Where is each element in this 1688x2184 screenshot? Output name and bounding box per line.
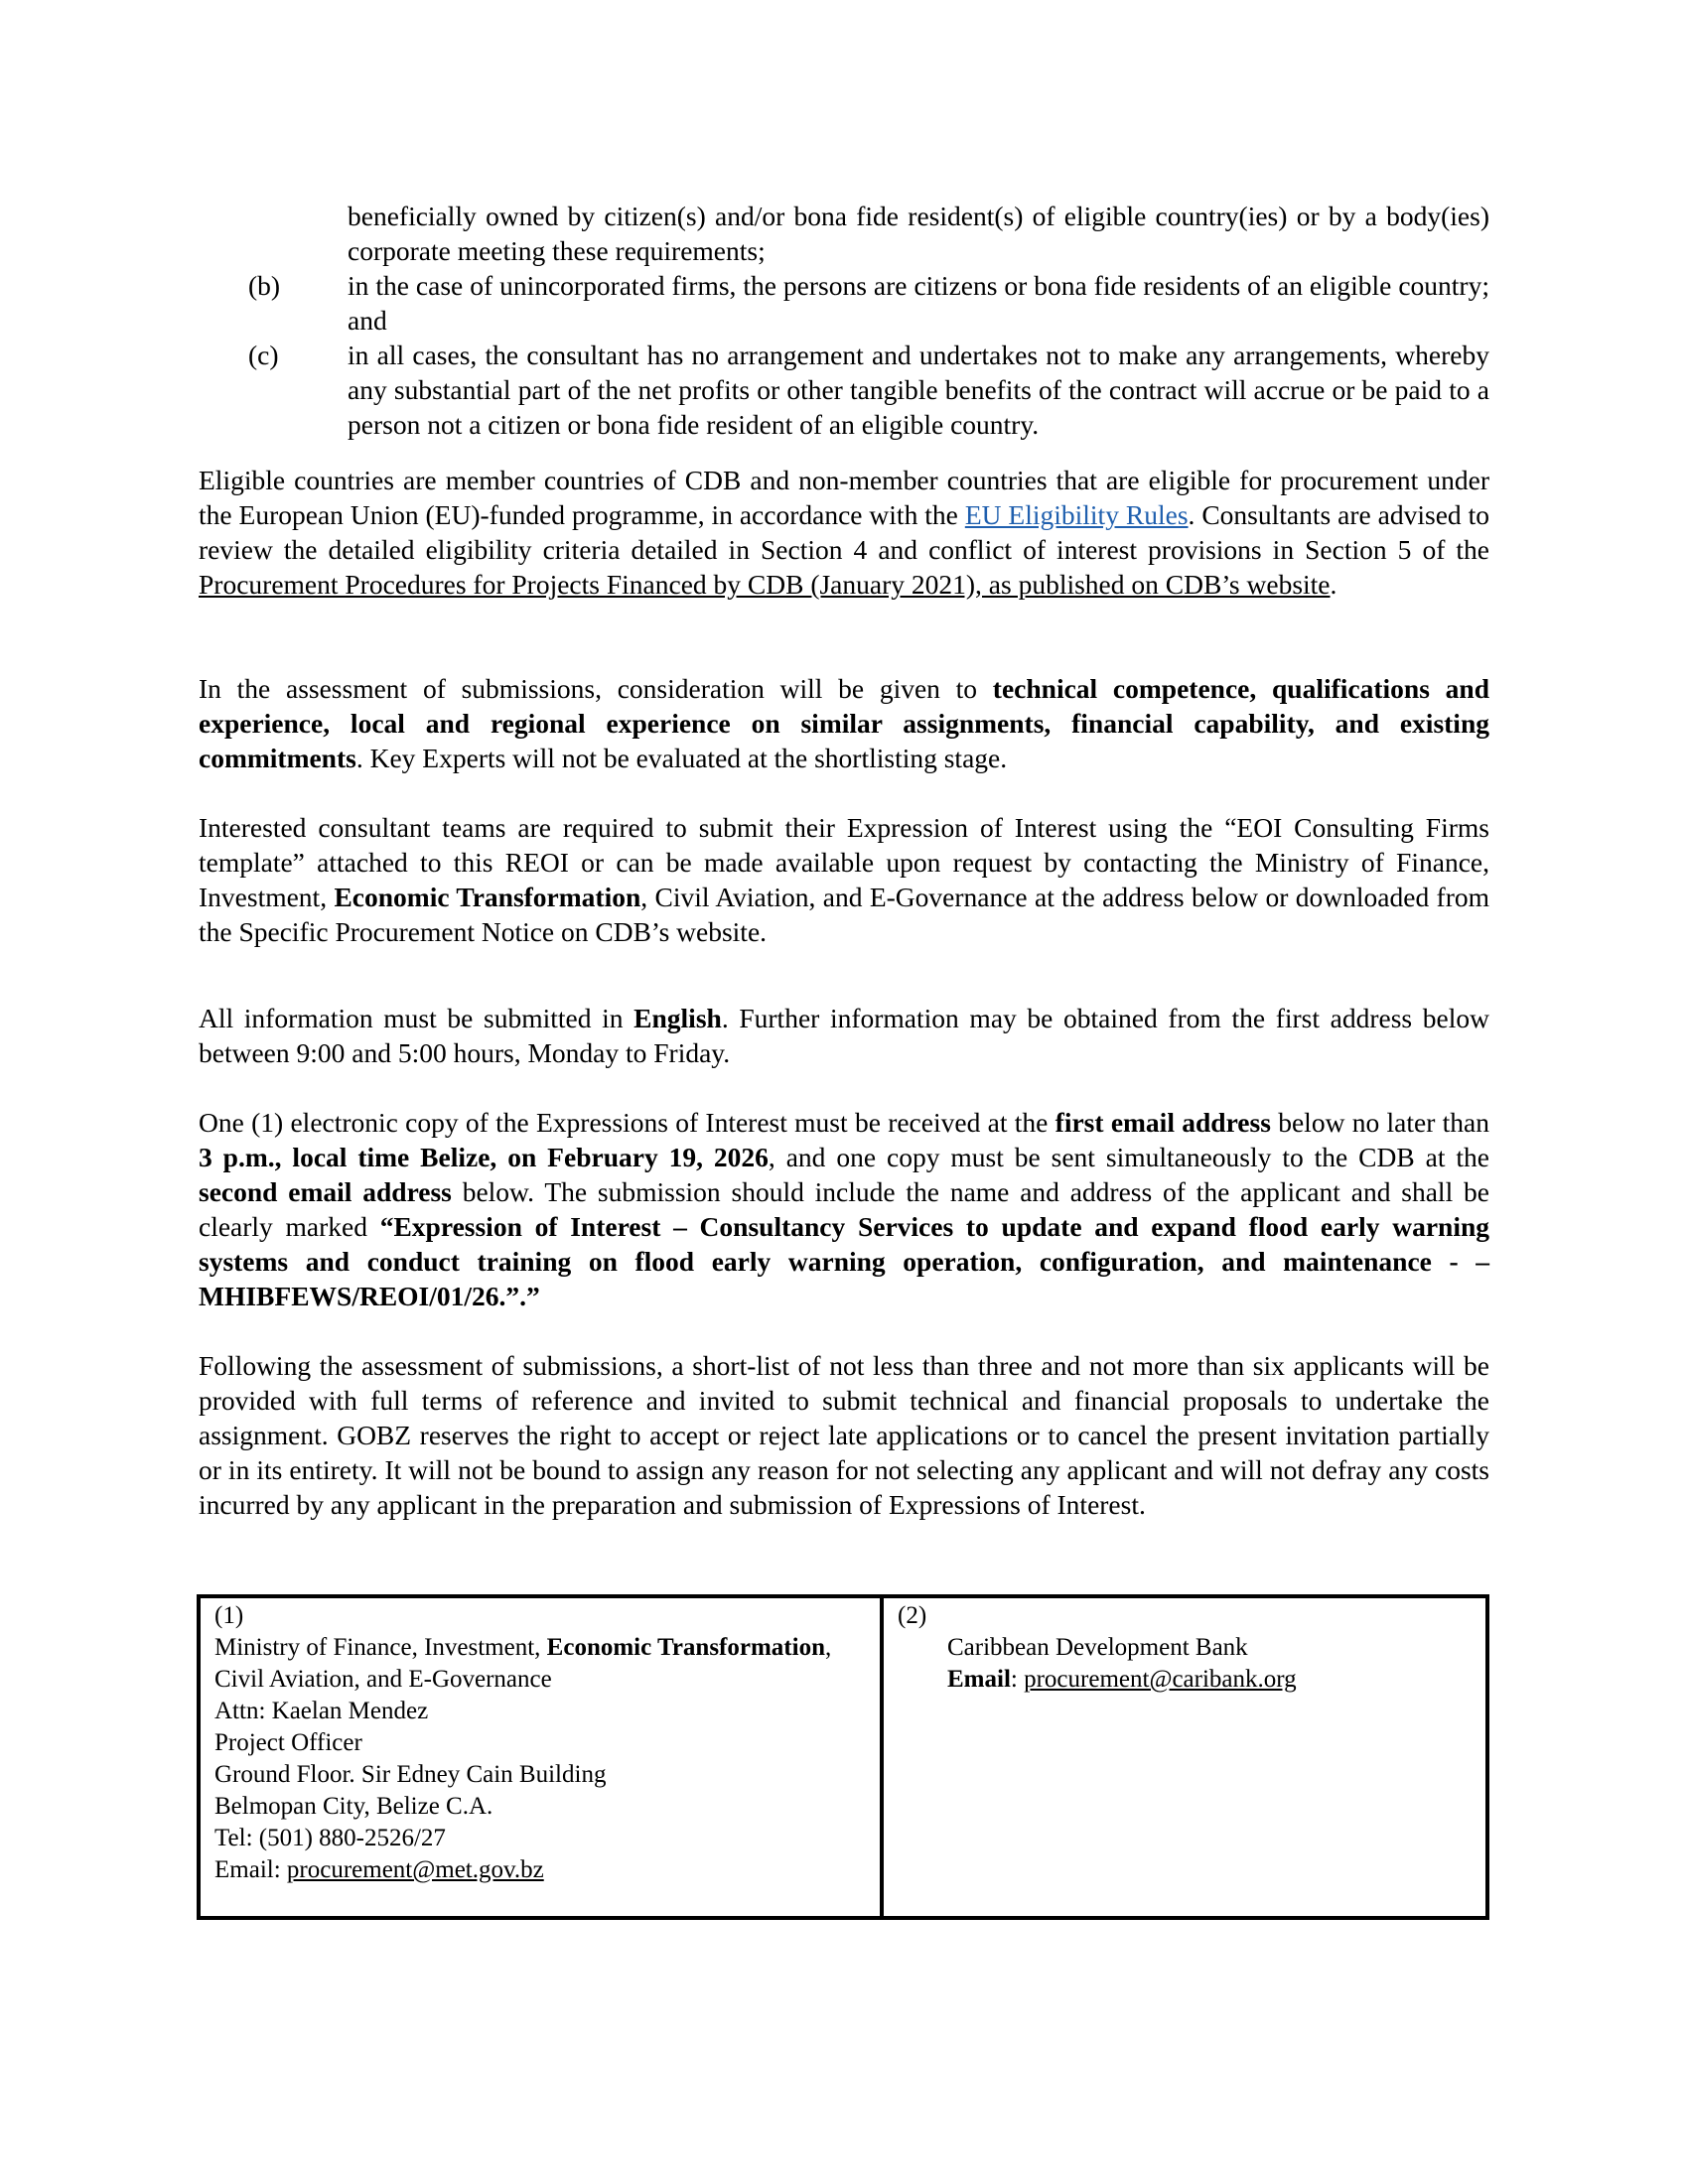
address-line-2: Belmopan City, Belize C.A. (214, 1793, 493, 1820)
list-item (248, 338, 1489, 442)
submission-template-paragraph (199, 810, 1489, 949)
procurement-procedures-link[interactable]: Procurement Procedures for Projects Financed by CDB (January 2021), as published on CDB’s website (199, 569, 1331, 600)
paragraph-text: , Civil Aviation, and E-Governance at the address below or downloaded from the Specific Procurement Notice on CDB’s website. (199, 882, 1490, 947)
paragraph-text: . Key Experts will not be evaluated at the shortlisting stage. (355, 743, 1008, 773)
shortlist-paragraph (199, 1348, 1489, 1522)
paragraph-text: . Consultants are advised to review the detailed eligibility criteria detailed in Section 4 and conflict of interest provisions in Section 5 of the (199, 499, 1489, 565)
submission-deadline-paragraph (199, 1105, 1489, 1313)
address-line-1: Ground Floor. Sir Edney Cain Building (214, 1761, 607, 1788)
list-item (248, 268, 1489, 338)
assessment-criteria-bold: technical competence, qualifications and experience, local and regional experience on similar assignments, financial capability, and existing commitments (199, 673, 1489, 773)
deadline-bold: 3 p.m., local time Belize, on February 19, 2026 (199, 1142, 769, 1172)
paragraph-text: All information must be submitted in (199, 1003, 634, 1033)
bold-text: second email address (199, 1176, 452, 1207)
email-label: Email: (214, 1856, 287, 1883)
address-number: (2) (898, 1602, 927, 1629)
ministry-name (214, 1632, 866, 1696)
bold-text: first email address (1055, 1107, 1271, 1138)
bold-text: Economic Transformation (334, 882, 641, 912)
bold-text: English (633, 1003, 722, 1033)
paragraph-text: In the assessment of submissions, consideration will be given to (199, 673, 993, 704)
email-line (947, 1664, 1472, 1696)
paragraph-text: , and one copy must be sent simultaneously to the CDB at the (768, 1142, 1489, 1172)
ministry-email-link[interactable]: procurement@met.gov.bz (286, 1856, 544, 1883)
paragraph-text: One (1) electronic copy of the Expressions of Interest must be received at the (199, 1107, 1055, 1138)
list-item-text: beneficially owned by citizen(s) and/or bona fide resident(s) of eligible country(ies) or by a body(ies) corporate meeting these requirements; (348, 201, 1489, 266)
list-item (248, 199, 1489, 268)
org-text: Ministry of Finance, Investment, (214, 1634, 547, 1661)
address-number: (1) (214, 1602, 244, 1629)
cdb-email-link[interactable]: procurement@caribank.org (1024, 1666, 1297, 1693)
email-label: Email (947, 1666, 1011, 1693)
paragraph-text: . (1330, 569, 1337, 600)
list-item-marker: (b) (248, 270, 281, 301)
attention-line: Attn: Kaelan Mendez (214, 1698, 429, 1724)
telephone: Tel: (501) 880-2526/27 (214, 1825, 446, 1851)
paragraph-text: below no later than (1270, 1107, 1490, 1138)
eligible-countries-paragraph (199, 463, 1489, 602)
paragraph-text: Eligible countries are member countries of CDB and non-member countries that are eligible for procurement under the European Union (EU)-funded programme, in accordance with the (199, 465, 1489, 530)
address-cell-ministry (201, 1598, 884, 1916)
eu-eligibility-rules-link[interactable]: EU Eligibility Rules (964, 499, 1189, 530)
address-table (197, 1594, 1489, 1920)
eligibility-conditions-list (248, 199, 1489, 442)
paragraph-text: Interested consultant teams are required to submit their Expression of Interest using the “EOI Consulting Firms template” attached to this REOI or can be made available upon request by contacting the Ministry of Finance, Investment, (199, 812, 1489, 912)
org-text: , Civil Aviation, and E-Governance (214, 1634, 832, 1693)
address-cell-cdb (884, 1598, 1485, 1916)
language-info-paragraph (199, 1001, 1489, 1070)
list-item-text: in all cases, the consultant has no arrangement and undertakes not to make any arrangements, whereby any substantial part of the net profits or other tangible benefits of the contract will accrue or be paid to a person not a citizen or bona fide resident of an eligible country. (348, 340, 1489, 440)
paragraph-text: Following the assessment of submissions, a short-list of not less than three and not more than six applicants will be provided with full terms of reference and invited to submit technical and financial proposals to undertake the assignment. GOBZ reserves the right to accept or reject late applications or to cancel the present invitation partially or in its entirety. It will not be bound to assign any reason for not selecting any applicant and will not defray any costs incurred by any applicant in the preparation and submission of Expressions of Interest. (199, 1350, 1489, 1520)
submission-marking-bold: “Expression of Interest – Consultancy Services to update and expand flood early warning systems and conduct training on flood early warning operation, configuration, and maintenance - – MHIBFEWS/REOI/01/26.”.” (199, 1211, 1490, 1311)
assessment-paragraph (199, 671, 1489, 775)
cdb-name: Caribbean Development Bank (947, 1634, 1248, 1661)
paragraph-text: . Further information may be obtained from the first address below between 9:00 and 5:00 hours, Monday to Friday. (199, 1003, 1489, 1068)
org-bold: Economic Transformation (546, 1634, 825, 1661)
separator: : (1010, 1666, 1025, 1693)
list-item-marker: (c) (248, 340, 279, 370)
paragraph-text: below. The submission should include the name and address of the applicant and shall be clearly marked (199, 1176, 1489, 1242)
list-item-text: in the case of unincorporated firms, the persons are citizens or bona fide residents of an eligible country; and (348, 270, 1489, 336)
email-line (214, 1854, 866, 1886)
contact-title: Project Officer (214, 1729, 362, 1756)
